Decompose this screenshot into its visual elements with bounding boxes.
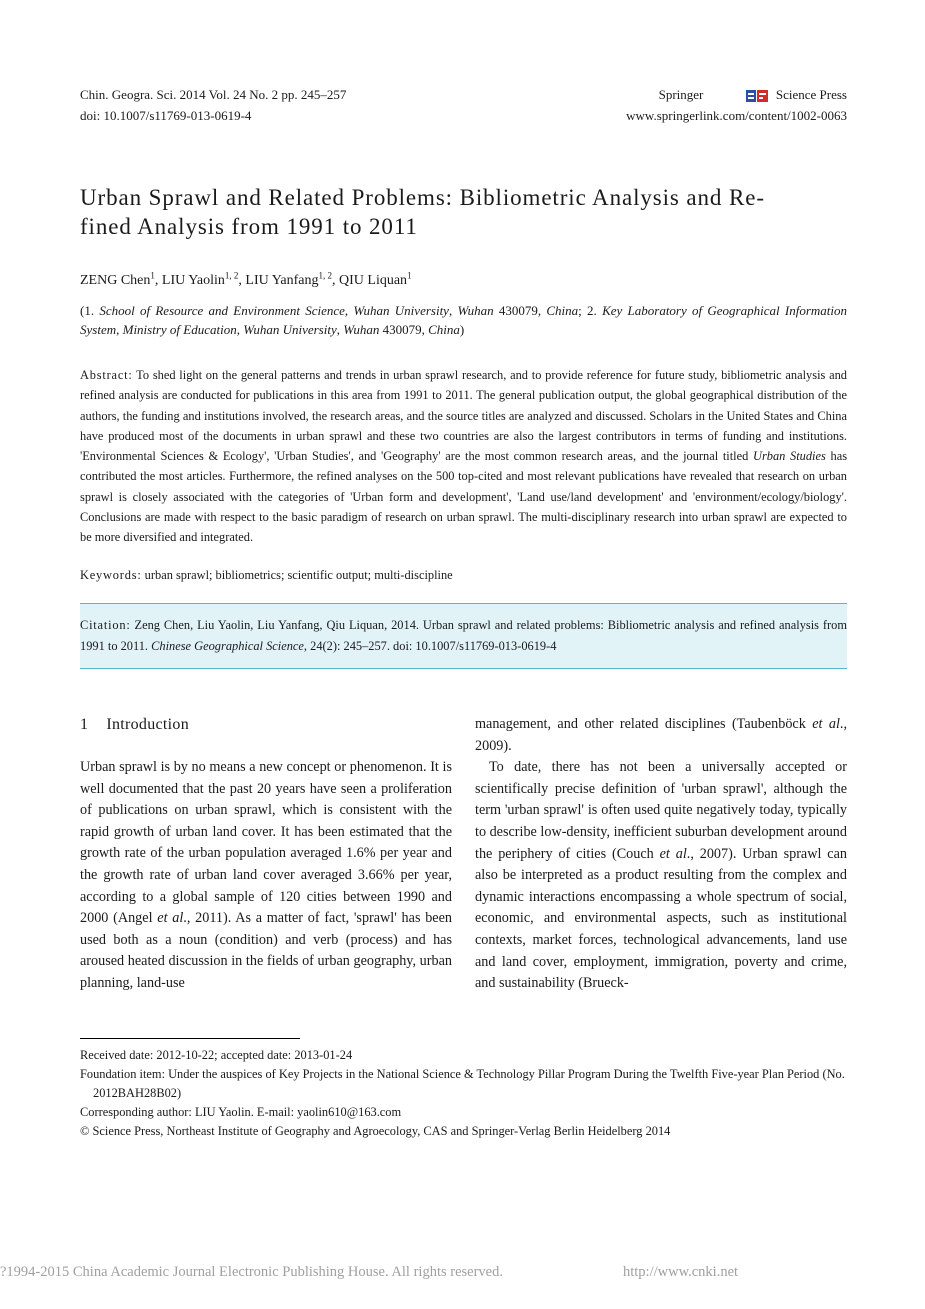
section-heading-introduction: 1 Introduction bbox=[80, 716, 190, 733]
citation-label: Citation: bbox=[80, 618, 131, 632]
publisher-science-press: Science Press bbox=[775, 87, 847, 102]
author: ZENG Chen$^1$, bbox=[80, 270, 162, 288]
paper-title-line-2: fined Analysis from 1991 to 2011 bbox=[80, 214, 418, 239]
publisher-springer: Springer bbox=[658, 87, 704, 102]
watermark-text: ?1994-2015 China Academic Journal Electronic Publishing House. All rights reserved. bbox=[0, 1264, 503, 1280]
paper-title bbox=[80, 183, 847, 241]
footnote-divider bbox=[80, 1038, 300, 1039]
footnote-corresponding: Corresponding author: LIU Yaolin. E-mail: yaolin610@163.com bbox=[80, 1105, 402, 1119]
abstract-label: Abstract: bbox=[80, 368, 133, 382]
footnote-received: Received date: 2012-10-22; accepted date: 2013-01-24 bbox=[80, 1048, 353, 1062]
keywords-label: Keywords: bbox=[80, 568, 142, 582]
abstract: Abstract: To shed light on the general patterns and trends in urban sprawl research, and to provide reference for future study, bibliometric analysis and refined analysis are conducted for publications in this area from 1991 to 2011. The general publication output, the global geographical distribution of the authors, the funding and institutions involved, the research areas, and the source titles are analyzed and discussed. Scholars in the United States and China have produced most of the documents in urban sprawl and these two countries are also the largest contributors in terms of funding and institutions. 'Environmental Sciences & Ecology', 'Urban Studies', and 'Geography' are the most common research areas, and the journal titled Urban Studies has contributed the most articles. Furthermore, the refined analyses on the 500 top-cited and most relevant publications have revealed that research on urban sprawl is closely associated with the categories of 'Urban form and development', 'Land use/land development' and 'environment/ecology/biology'. Conclusions are made with respect to the basic paradigm of research on urban sprawl. The multi-disciplinary research into urban sprawl are expected to be more diversified and integrated. bbox=[80, 368, 848, 545]
doi-line: doi: 10.1007/s11769-013-0619-4 bbox=[80, 108, 252, 123]
footnotes bbox=[80, 1046, 847, 1141]
paragraph: management, and other related disciplines (Taubenböck et al., 2009). bbox=[475, 716, 848, 754]
body-right-column bbox=[475, 714, 847, 995]
journal-url[interactable]: www.springerlink.com/content/1002-0063 bbox=[626, 108, 847, 123]
author: LIU Yanfang$^{1, 2}$, bbox=[245, 270, 340, 288]
journal-citation-line: Chin. Geogra. Sci. 2014 Vol. 24 No. 2 pp. 245–257 bbox=[80, 87, 347, 102]
paragraph: To date, there has not been a universally accepted or scientifically precise definition of 'urban sprawl', although the term 'urban sprawl' is often used quite negatively today, typically to describe low-density, inefficient suburban development around the periphery of cities (Couch et al., 2007). Urban sprawl can also be interpreted as a product resulting from the complex and dynamic interactions encompassing a whole spectrum of social, economic, and environmental aspects, such as institutional contexts, market forces, technological advancements, land use and land cover, employment, immigration, poverty and crime, and sustainability (Brueck- bbox=[475, 759, 847, 992]
author: LIU Yaolin$^{1, 2}$, bbox=[161, 270, 246, 288]
paper-title-line-1: Urban Sprawl and Related Problems: Bibliometric Analysis and Re- bbox=[80, 185, 765, 210]
watermark-url[interactable]: http://www.cnki.net bbox=[623, 1264, 739, 1280]
body-left-column bbox=[80, 757, 452, 995]
author: QIU Liquan$^1$ bbox=[339, 270, 412, 288]
author-list bbox=[80, 270, 412, 289]
affiliation: (1. School of Resource and Environment Science, Wuhan University, Wuhan 430079, China; 2. Key Laboratory of Geographical Information System, Ministry of Education, Wuhan University, Wuhan 430079, China) bbox=[80, 303, 847, 337]
springer-science-press-logo bbox=[746, 89, 768, 103]
keywords: Keywords: urban sprawl; bibliometrics; scientific output; multi-discipline bbox=[80, 568, 453, 582]
footnote-copyright: © Science Press, Northeast Institute of Geography and Agroecology, CAS and Springer-Verlag Berlin Heidelberg 2014 bbox=[80, 1124, 671, 1138]
citation: Citation: Zeng Chen, Liu Yaolin, Liu Yanfang, Qiu Liquan, 2014. Urban sprawl and related problems: Bibliometric analysis and refined analysis from 1991 to 2011. Chinese Geographical Science, 24(2): 245–257. doi: 10.1007/s11769-013-0619-4 bbox=[80, 618, 847, 653]
paragraph: Urban sprawl is by no means a new concept or phenomenon. It is well documented that the past 20 years have seen a proliferation of publications on urban sprawl, which is consistent with the rapid growth of urban land cover. It has been estimated that the growth rate of the urban population averaged 1.6% per year and the growth rate of urban land cover averaged 3.66% per year, according to a global sample of 120 cities between 1990 and 2000 (Angel et al., 2011). As a matter of fact, 'sprawl' has been used both as a noun (condition) and verb (process) and has aroused heated discussion in the fields of urban geography, urban planning, land-use bbox=[80, 759, 452, 991]
publisher-line bbox=[600, 84, 847, 105]
footnote-foundation: Foundation item: Under the auspices of Key Projects in the National Science & Technology Pillar Program During the Twelfth Five-year Plan Period (No. 2012BAH28B02) bbox=[80, 1067, 845, 1100]
